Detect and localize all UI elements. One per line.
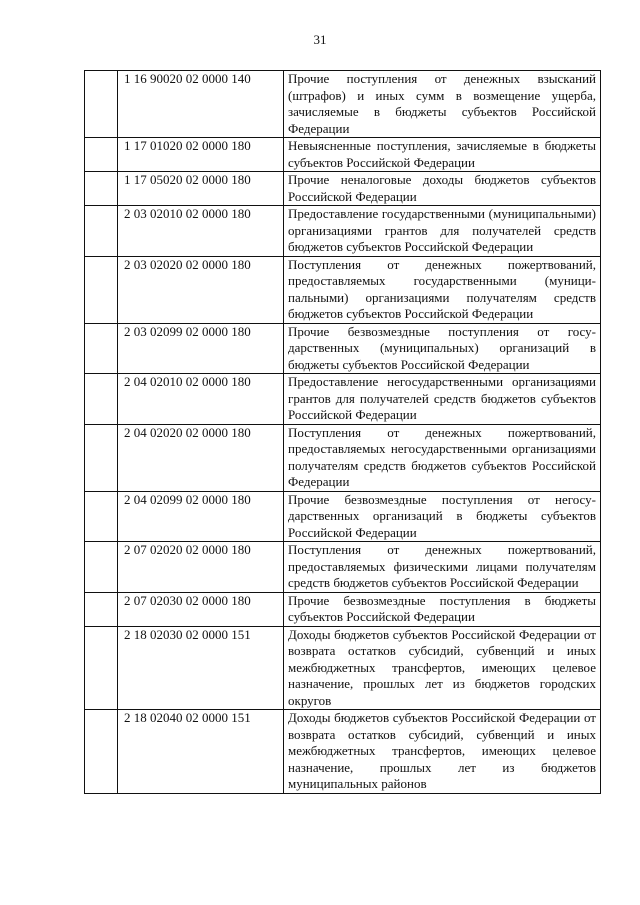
table-row <box>85 323 601 374</box>
description-cell: Прочие поступления от денежных взысканий (штрафов) и иных сумм в возмещение ущерба, зачисляемые в бюджеты субъектов Российской Федерации <box>284 71 601 138</box>
empty-cell <box>85 542 118 593</box>
code-cell: 2 03 02099 02 0000 180 <box>118 323 284 374</box>
table-row <box>85 491 601 542</box>
empty-cell <box>85 491 118 542</box>
empty-cell <box>85 374 118 425</box>
empty-cell <box>85 172 118 206</box>
description-cell: Предоставление негосударственными организациями грантов для получателей средств бюджетов субъектов Российской Федерации <box>284 374 601 425</box>
description-cell: Доходы бюджетов субъектов Российской Федерации от возврата остатков субсидий, субвенций и иных межбюджетных трансфертов, имеющих целевое назначение, прошлых лет из бюджетов городских округов <box>284 626 601 710</box>
table-row <box>85 172 601 206</box>
code-cell: 2 04 02099 02 0000 180 <box>118 491 284 542</box>
table-row <box>85 256 601 323</box>
empty-cell <box>85 710 118 794</box>
description-cell: Доходы бюджетов субъектов Российской Федерации от возврата остатков субсидий, субвенций и иных межбюджетных трансфертов, имеющих целевое назначение, прошлых лет из бюджетов муниципальных районов <box>284 710 601 794</box>
empty-cell <box>85 626 118 710</box>
empty-cell <box>85 71 118 138</box>
description-cell: Прочие безвозмездные поступления от государственных (муниципальных) организаций в бюджеты субъектов Российской Федерации <box>284 323 601 374</box>
code-cell: 2 07 02020 02 0000 180 <box>118 542 284 593</box>
description-cell: Поступления от денежных пожертвований, предоставляемых государственными (муниципальными) организациями получателям средств бюджетов субъектов Российской Федерации <box>284 256 601 323</box>
table-row <box>85 542 601 593</box>
code-cell: 2 03 02020 02 0000 180 <box>118 256 284 323</box>
empty-cell <box>85 138 118 172</box>
code-cell: 1 17 01020 02 0000 180 <box>118 138 284 172</box>
code-cell: 2 07 02030 02 0000 180 <box>118 592 284 626</box>
table-row <box>85 626 601 710</box>
table-row <box>85 374 601 425</box>
description-cell: Невыясненные поступления, зачисляемые в бюджеты субъектов Российской Федерации <box>284 138 601 172</box>
empty-cell <box>85 323 118 374</box>
description-cell: Прочие неналоговые доходы бюджетов субъектов Российской Федерации <box>284 172 601 206</box>
description-cell: Прочие безвозмездные поступления от негосударственных организаций в бюджеты субъектов Российской Федерации <box>284 491 601 542</box>
code-cell: 2 04 02020 02 0000 180 <box>118 424 284 491</box>
table-row <box>85 424 601 491</box>
table-row <box>85 71 601 138</box>
table-body <box>85 71 601 794</box>
code-cell: 2 04 02010 02 0000 180 <box>118 374 284 425</box>
table-row <box>85 138 601 172</box>
code-cell: 2 18 02030 02 0000 151 <box>118 626 284 710</box>
empty-cell <box>85 206 118 257</box>
empty-cell <box>85 592 118 626</box>
revenue-codes-table <box>84 70 601 794</box>
description-cell: Прочие безвозмездные поступления в бюджеты субъектов Российской Федерации <box>284 592 601 626</box>
page-number: 31 <box>313 32 327 47</box>
empty-cell <box>85 424 118 491</box>
description-cell: Поступления от денежных пожертвований, предоставляемых физическими лицами получателям средств бюджетов субъектов Российской Федерации <box>284 542 601 593</box>
description-cell: Предоставление государственными (муниципальными) организациями грантов для получателей средств бюджетов субъектов Российской Федерации <box>284 206 601 257</box>
table-row <box>85 592 601 626</box>
table-row <box>85 710 601 794</box>
code-cell: 2 03 02010 02 0000 180 <box>118 206 284 257</box>
code-cell: 1 17 05020 02 0000 180 <box>118 172 284 206</box>
description-cell: Поступления от денежных пожертвований, предоставляемых негосударственными организациями получателям средств бюджетов субъектов Российской Федерации <box>284 424 601 491</box>
code-cell: 2 18 02040 02 0000 151 <box>118 710 284 794</box>
code-cell: 1 16 90020 02 0000 140 <box>118 71 284 138</box>
empty-cell <box>85 256 118 323</box>
table-row <box>85 206 601 257</box>
